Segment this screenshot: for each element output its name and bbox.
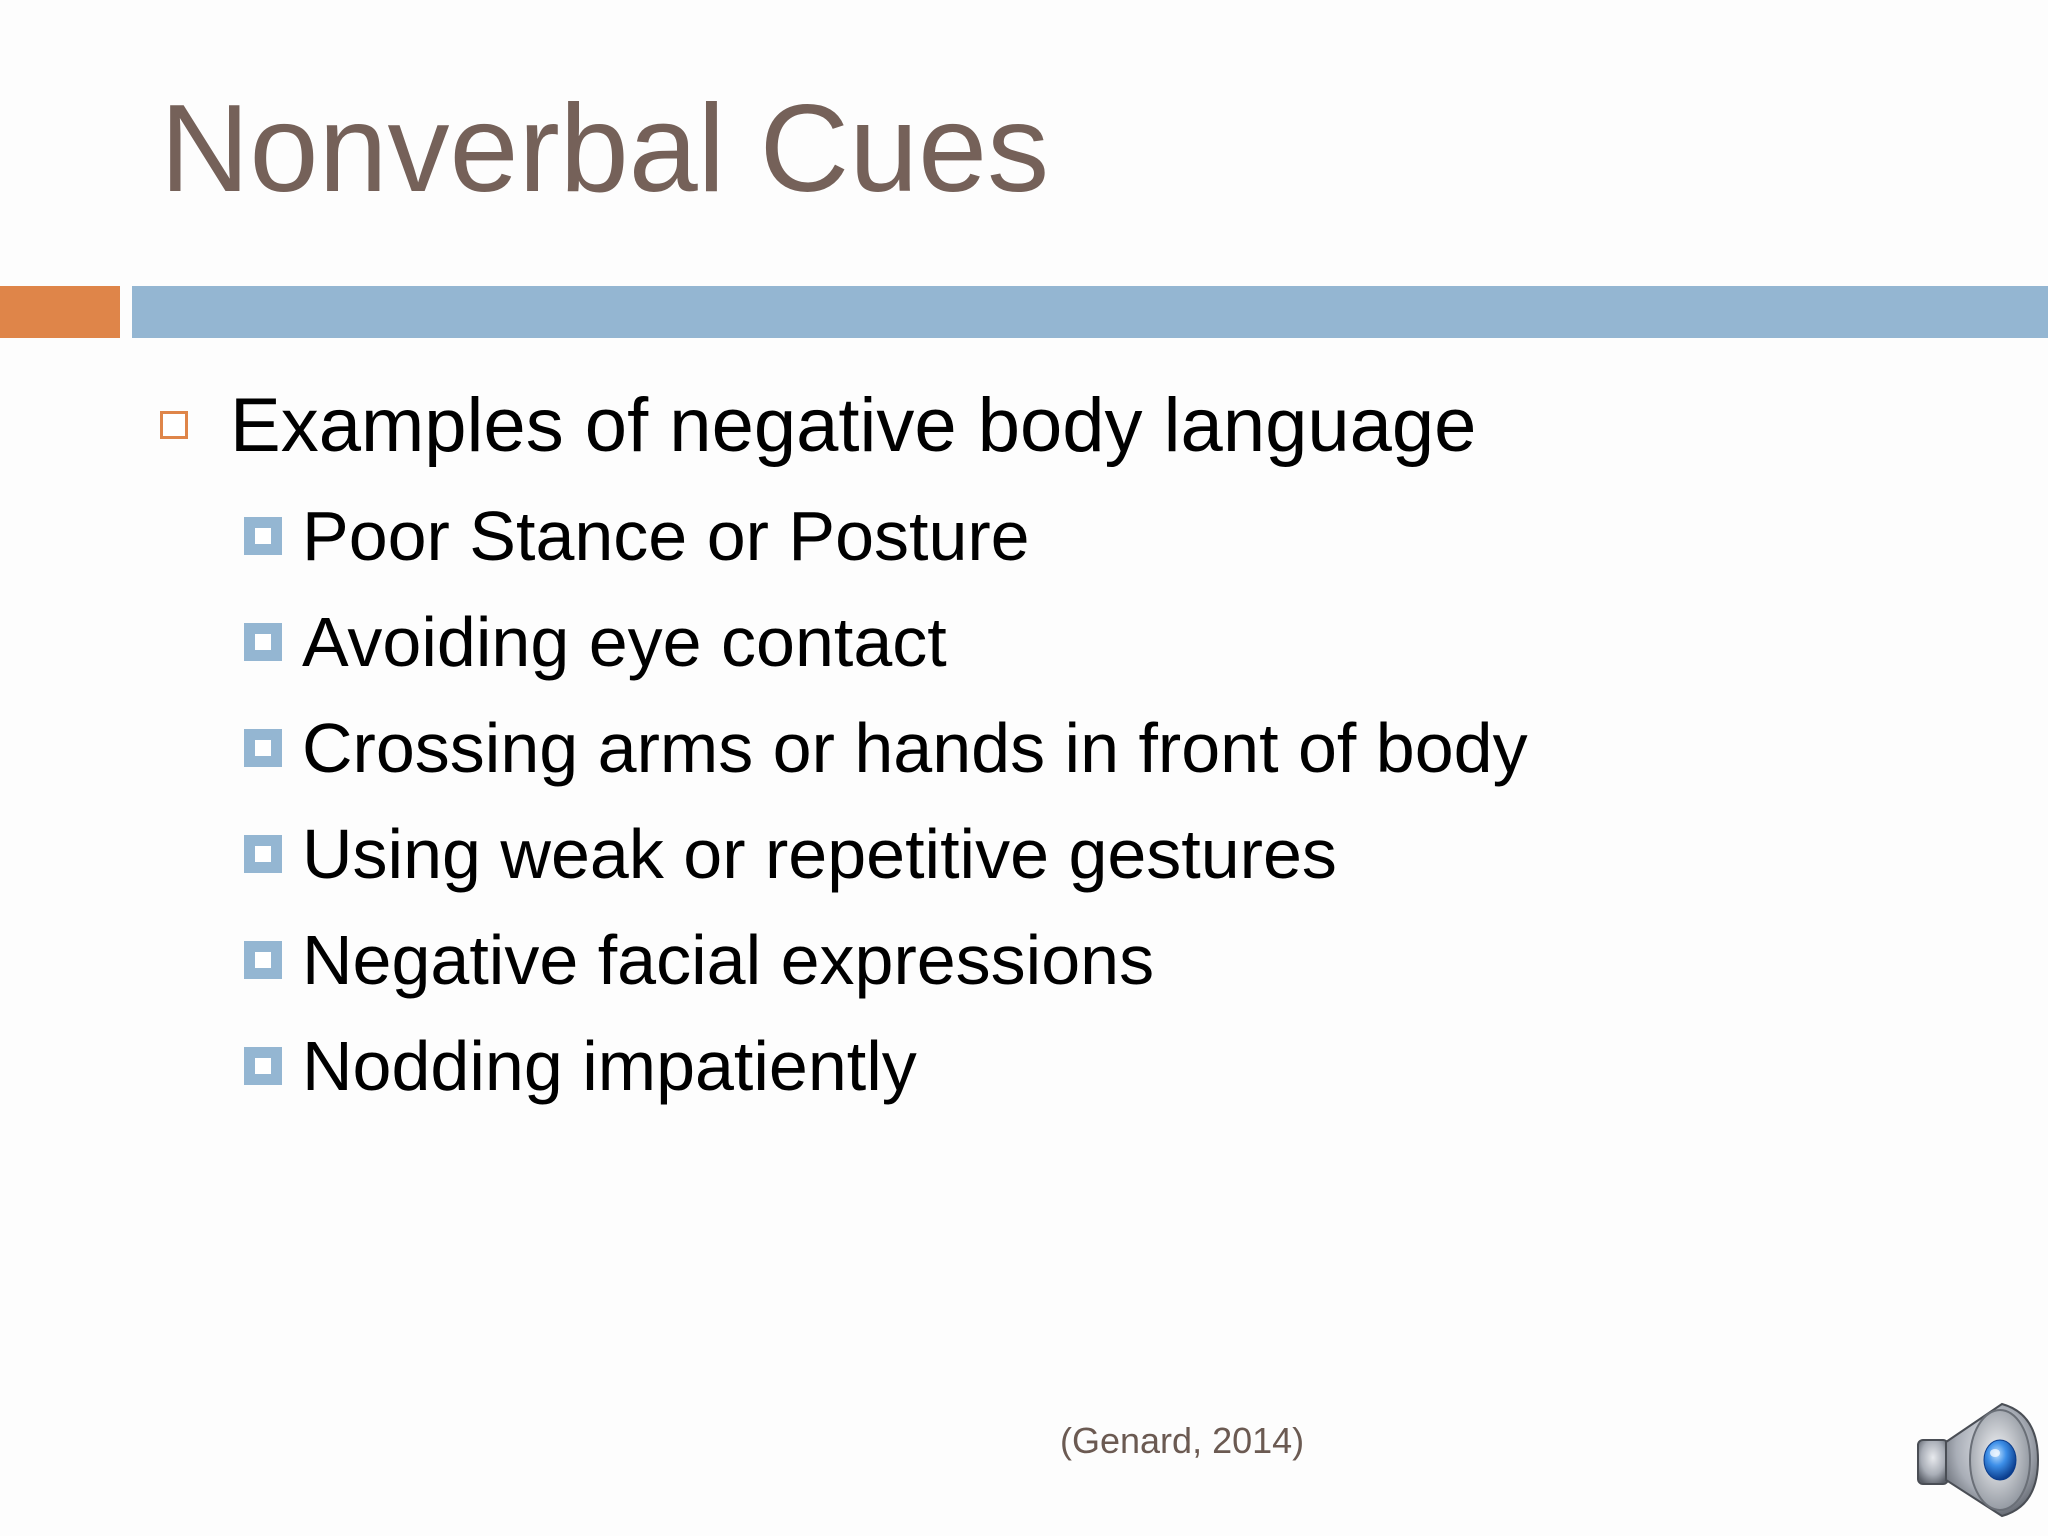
list-item xyxy=(160,375,1476,475)
list-item xyxy=(244,695,1528,801)
square-bullet-icon xyxy=(160,411,188,439)
square-bullet-icon xyxy=(244,835,282,873)
sub-bullet-text: Avoiding eye contact xyxy=(302,603,947,681)
square-bullet-icon xyxy=(244,941,282,979)
square-bullet-icon xyxy=(244,729,282,767)
list-item xyxy=(244,907,1528,1013)
sub-bullet-text: Nodding impatiently xyxy=(302,1027,917,1105)
square-bullet-icon xyxy=(244,517,282,555)
sub-bullet-text: Poor Stance or Posture xyxy=(302,497,1030,575)
sub-bullet-list xyxy=(244,483,1528,1119)
sub-bullet-text: Using weak or repetitive gestures xyxy=(302,815,1337,893)
citation: (Genard, 2014) xyxy=(1060,1420,1305,1461)
sub-bullet-text: Negative facial expressions xyxy=(302,921,1155,999)
list-item xyxy=(244,1013,1528,1119)
square-bullet-icon xyxy=(244,623,282,661)
square-bullet-icon xyxy=(244,1047,282,1085)
list-item xyxy=(244,801,1528,907)
list-item xyxy=(244,483,1528,589)
accent-bar-blue xyxy=(132,286,2048,338)
speaker-icon[interactable] xyxy=(1912,1394,2044,1526)
bullet-text: Examples of negative body language xyxy=(230,382,1477,468)
slide-title: Nonverbal Cues xyxy=(160,80,1050,218)
accent-bar-orange xyxy=(0,286,120,338)
bullet-list xyxy=(160,375,1476,475)
list-item xyxy=(244,589,1528,695)
sub-bullet-text: Crossing arms or hands in front of body xyxy=(302,709,1528,787)
